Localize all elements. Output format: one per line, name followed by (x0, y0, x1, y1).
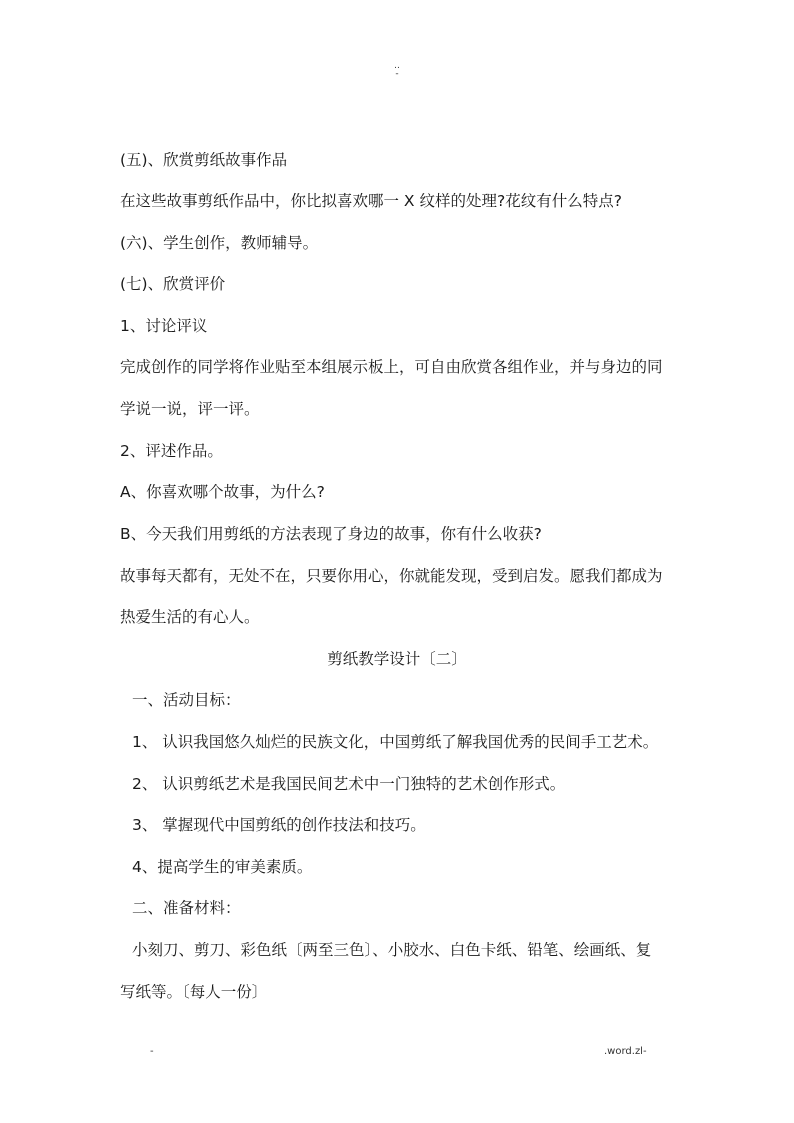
heading-student-creation: (六)、学生创作，教师辅导。 (120, 234, 319, 252)
question-b: B、今天我们用剪纸的方法表现了身边的故事，你有什么收获? (120, 525, 542, 543)
materials-line1: 小刻刀、剪刀、彩色纸〔两至三色〕、小胶水、白色卡纸、铅笔、绘画纸、复 (132, 941, 652, 959)
heading-materials: 二、准备材料： (132, 899, 241, 917)
paragraph-display-line2: 学说一说，评一评。 (120, 400, 260, 418)
header-mark-bottom: - (395, 69, 399, 79)
materials-line2: 写纸等。〔每人一份〕 (120, 983, 268, 1001)
goal-item-4: 4、提高学生的审美素质。 (132, 858, 313, 876)
paragraph-display-line1: 完成创作的同学将作业贴至本组展示板上，可自由欣赏各组作业，并与身边的同 (120, 358, 663, 376)
goal-item-1: 1、 认识我国悠久灿烂的民族文化，中国剪纸了解我国优秀的民间手工艺术。 (132, 733, 659, 751)
item-review-works: 2、评述作品。 (120, 442, 223, 460)
section-title: 剪纸教学设计〔二〕 (327, 650, 467, 668)
footer-left-mark: - (150, 1046, 154, 1057)
header-mark-top: .. (394, 61, 400, 71)
paragraph-conclusion-line1: 故事每天都有，无处不在，只要你用心，你就能发现，受到启发。愿我们都成为 (120, 567, 663, 585)
heading-activity-goals: 一、活动目标： (132, 691, 241, 709)
footer-right-mark: .word.zl- (604, 1046, 647, 1057)
heading-appreciate-evaluate: (七)、欣赏评价 (120, 275, 226, 293)
goal-item-2: 2、 认识剪纸艺术是我国民间艺术中一门独特的艺术创作形式。 (132, 775, 566, 793)
paragraph-conclusion-line2: 热爱生活的有心人。 (120, 608, 260, 626)
item-discussion: 1、讨论评议 (120, 317, 208, 335)
heading-appreciate-works: (五)、欣赏剪纸故事作品 (120, 151, 288, 169)
question-a: A、你喜欢哪个故事，为什么? (120, 483, 325, 501)
paragraph-question-pattern: 在这些故事剪纸作品中，你比拟喜欢哪一 X 纹样的处理?花纹有什么特点? (120, 192, 622, 210)
header-mark (0, 62, 794, 78)
goal-item-3: 3、 掌握现代中国剪纸的创作技法和技巧。 (132, 816, 426, 834)
